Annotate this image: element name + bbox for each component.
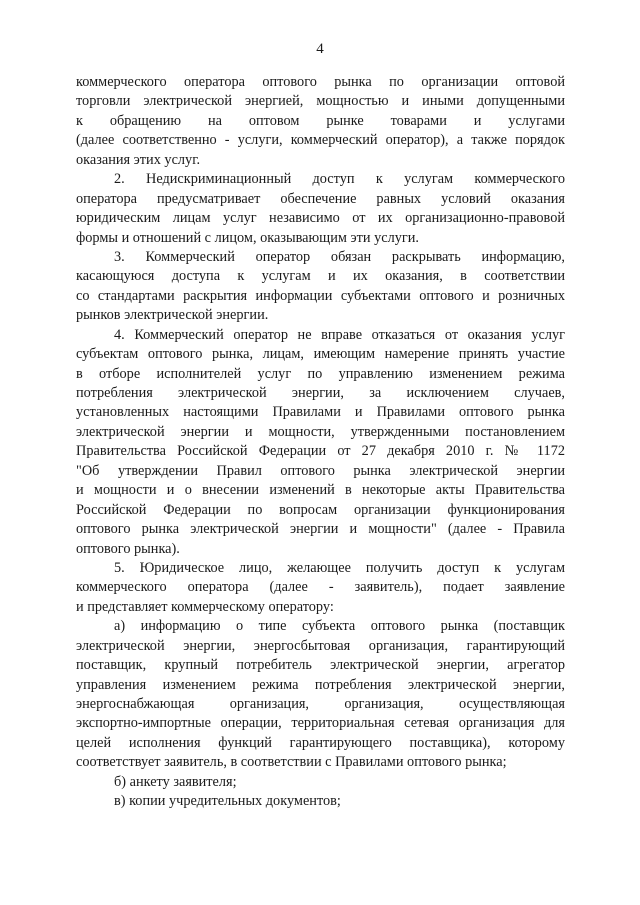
text-line: соответствует заявитель, в соответствии с Правилами оптового рынка; bbox=[76, 754, 507, 771]
text-line: "Об утверждении Правил оптового рынка электрической энергии bbox=[76, 462, 565, 479]
text-line: к обращению на оптовом рынке товарами и услугами bbox=[76, 112, 565, 129]
text-line: потребления электрической энергии, за исключением случаев, bbox=[76, 385, 565, 401]
paragraph-p3 bbox=[76, 248, 565, 326]
text-line: юридическим лицам услуг независимо от их организационно-правовой bbox=[76, 210, 565, 227]
paragraph-p5 bbox=[76, 559, 565, 617]
text-line: (далее соответственно - услуги, коммерческий оператор), а также порядок bbox=[76, 132, 565, 149]
text-line: коммерческого оператора оптового рынка по организации оптовой bbox=[76, 74, 565, 90]
text-line: а) информацию о типе субъекта оптового рынка (поставщик bbox=[114, 618, 565, 635]
text-line: поставщик, крупный потребитель электрической энергии, агрегатор bbox=[76, 657, 565, 674]
text-line: оказания этих услуг. bbox=[76, 151, 201, 168]
text-line: энергоснабжающая организация, организация, осуществляющая bbox=[76, 696, 565, 712]
text-line: формы и отношений с лицом, оказывающим эти услуги. bbox=[76, 229, 419, 246]
paragraph-p2 bbox=[76, 170, 565, 248]
text-line: б) анкету заявителя; bbox=[114, 773, 237, 790]
text-line: касающуюся доступа к услугам и их оказания, в соответствии bbox=[76, 268, 565, 285]
text-line: субъектам оптового рынка, лицам, имеющим намерение принять участие bbox=[76, 346, 565, 363]
text-line: оптового рынка электрической энергии и мощности" (далее - Правила bbox=[76, 521, 565, 538]
text-line: целей исполнения функций гарантирующего поставщика), которому bbox=[76, 734, 565, 751]
text-line: управления изменением режима потребления электрической энергии, bbox=[76, 676, 565, 693]
text-line: экспортно-импортные операции, территориальная сетевая организация для bbox=[76, 715, 565, 732]
text-line: 5. Юридическое лицо, желающее получить доступ к услугам bbox=[114, 559, 565, 576]
document-body bbox=[76, 73, 565, 812]
paragraph-p0 bbox=[76, 73, 565, 170]
text-line: оператора предусматривает обеспечение равных условий оказания bbox=[76, 190, 565, 207]
text-line: и представляет коммерческому оператору: bbox=[76, 598, 334, 615]
text-line: торговли электрической энергией, мощностью и иными допущенными bbox=[76, 93, 565, 110]
text-line: рынков электрической энергии. bbox=[76, 307, 269, 324]
paragraph-p4 bbox=[76, 326, 565, 559]
text-line: электрической энергии и мощности, утвержденными постановлением bbox=[76, 423, 565, 440]
paragraph-pa bbox=[76, 617, 565, 773]
text-line: Российской Федерации по вопросам организации функционирования bbox=[76, 501, 565, 518]
text-line: в) копии учредительных документов; bbox=[114, 793, 341, 810]
text-line: оптового рынка). bbox=[76, 540, 180, 557]
text-line: Правительства Российской Федерации от 27 декабря 2010 г. № 1172 bbox=[76, 443, 565, 460]
text-line: 4. Коммерческий оператор не вправе отказаться от оказания услуг bbox=[114, 326, 565, 343]
paragraph-pv bbox=[76, 792, 565, 811]
text-line: коммерческого оператора (далее - заявитель), подает заявление bbox=[76, 579, 565, 596]
text-line: в отборе исполнителей услуг по управлению изменением режима bbox=[76, 365, 565, 382]
text-line: установленных настоящими Правилами и Правилами оптового рынка bbox=[76, 404, 565, 421]
text-line: и мощности и о внесении изменений в некоторые акты Правительства bbox=[76, 482, 565, 499]
text-line: 2. Недискриминационный доступ к услугам коммерческого bbox=[114, 171, 565, 188]
text-line: электрической энергии, энергосбытовая организация, гарантирующий bbox=[76, 637, 565, 654]
paragraph-pb bbox=[76, 773, 565, 792]
page-number: 4 bbox=[316, 41, 324, 57]
text-line: 3. Коммерческий оператор обязан раскрывать информацию, bbox=[114, 248, 565, 265]
text-line: со стандартами раскрытия информации субъектами оптового и розничных bbox=[76, 287, 565, 304]
